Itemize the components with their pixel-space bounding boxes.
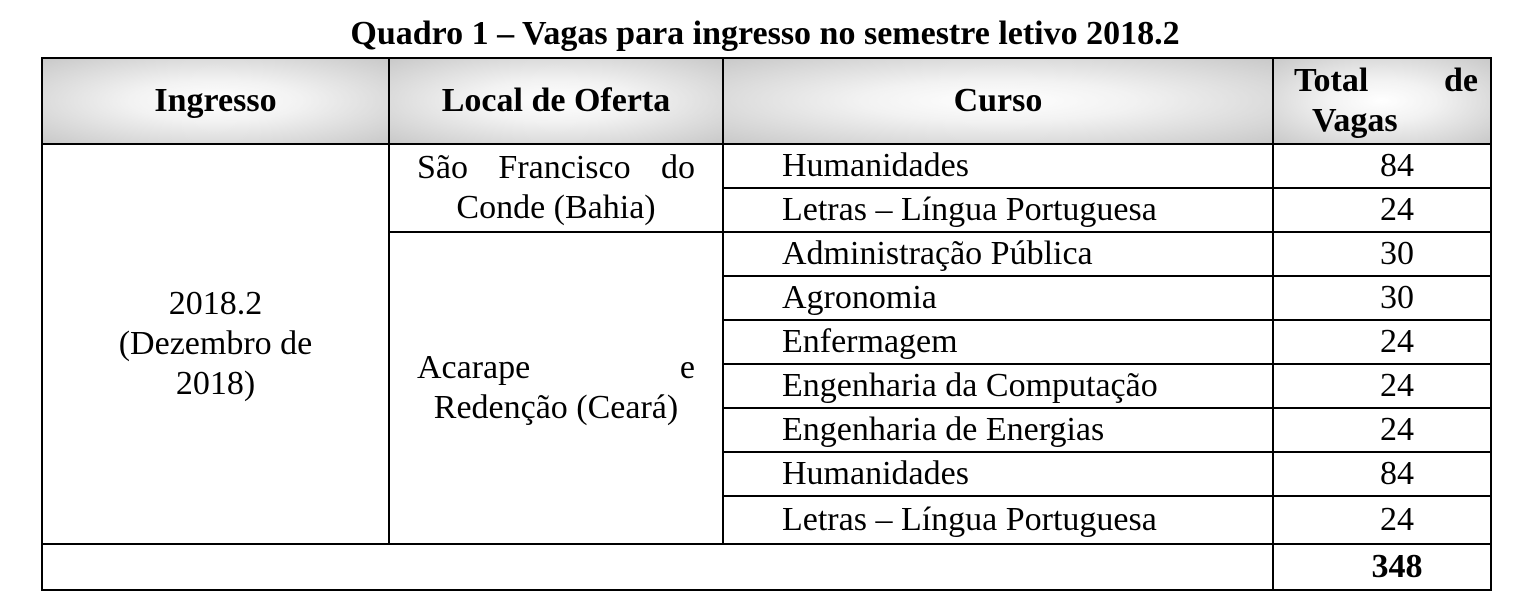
local-line2: Conde (Bahia): [456, 189, 656, 226]
vagas-cell: 24: [1273, 496, 1491, 544]
header-ingresso: Ingresso: [42, 58, 389, 144]
curso-cell: Enfermagem: [723, 320, 1273, 364]
curso-cell: Engenharia de Energias: [723, 408, 1273, 452]
curso-cell: Humanidades: [723, 144, 1273, 188]
ingresso-cell: [42, 144, 389, 544]
vagas-cell: 24: [1273, 320, 1491, 364]
local-acarape-redencao: [389, 232, 723, 544]
vagas-cell: 24: [1273, 188, 1491, 232]
curso-cell: Letras – Língua Portuguesa: [723, 496, 1273, 544]
header-total-line2: Vagas: [1312, 102, 1398, 139]
header-local-de-oferta: Local de Oferta: [389, 58, 723, 144]
ingresso-line3: 2018): [175, 365, 256, 402]
curso-cell: Administração Pública: [723, 232, 1273, 276]
header-curso: Curso: [723, 58, 1273, 144]
header-total-line1: Total de: [1294, 62, 1478, 99]
curso-cell: Humanidades: [723, 452, 1273, 496]
vagas-cell: 24: [1273, 364, 1491, 408]
local-sao-francisco: [389, 144, 723, 232]
curso-cell: Agronomia: [723, 276, 1273, 320]
total-vagas-cell: 348: [1273, 544, 1491, 590]
curso-cell: Engenharia da Computação: [723, 364, 1273, 408]
table-row: [42, 144, 1491, 188]
vagas-cell: 24: [1273, 408, 1491, 452]
header-total-de-vagas: [1273, 58, 1491, 144]
vagas-table: [41, 57, 1492, 591]
vagas-cell: 30: [1273, 232, 1491, 276]
local-line1: São Francisco do: [417, 149, 695, 186]
total-row: [42, 544, 1491, 590]
ingresso-line1: 2018.2: [168, 285, 263, 322]
header-row: [42, 58, 1491, 144]
ingresso-line2: (Dezembro de: [118, 325, 313, 362]
vagas-cell: 30: [1273, 276, 1491, 320]
local-line2: Redenção (Ceará): [433, 389, 679, 426]
total-label-cell: [42, 544, 1273, 590]
vagas-cell: 84: [1273, 144, 1491, 188]
table-title: Quadro 1 – Vagas para ingresso no semestre letivo 2018.2: [350, 15, 1180, 52]
vagas-cell: 84: [1273, 452, 1491, 496]
curso-cell: Letras – Língua Portuguesa: [723, 188, 1273, 232]
local-line1: Acarape e: [417, 349, 695, 386]
